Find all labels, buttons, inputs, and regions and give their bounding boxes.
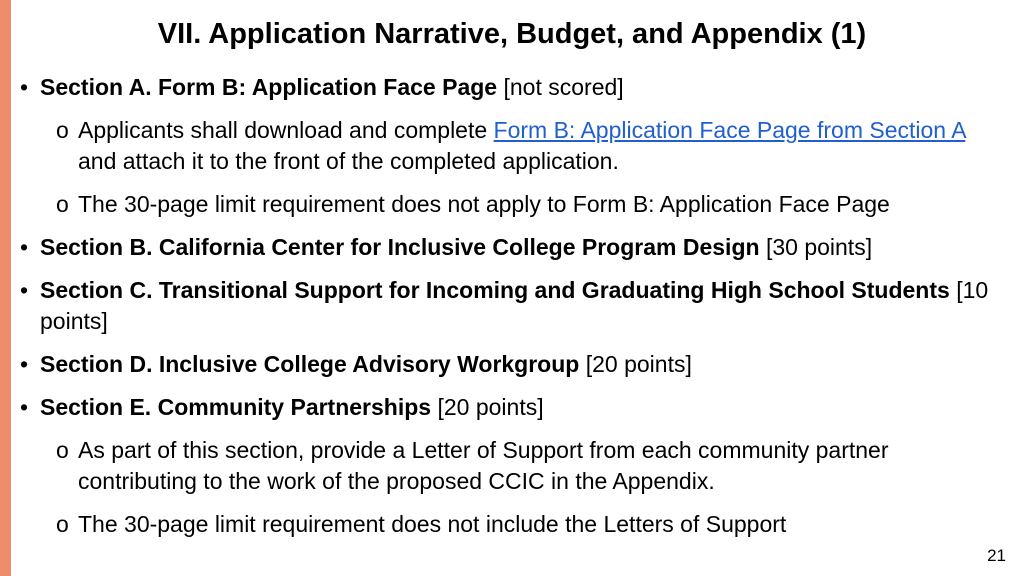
bullet-icon: • <box>20 234 29 260</box>
letter-of-support-text: As part of this section, provide a Letter of Support from each community partner contributing to the work of the proposed CCIC in the Appendix. <box>78 437 889 494</box>
section-d-heading: Section D. Inclusive College Advisory Workgroup <box>40 351 580 377</box>
sub-bullet-icon: o <box>56 437 69 463</box>
section-b-heading: Section B. California Center for Inclusive College Program Design <box>40 234 760 260</box>
bullet-section-c <box>20 275 1010 337</box>
sub-bullet-icon: o <box>56 117 69 143</box>
left-accent-bar <box>0 0 11 576</box>
bullet-section-d <box>20 349 1010 380</box>
section-a-heading: Section A. Form B: Application Face Page <box>40 74 498 100</box>
sub-bullet-icon: o <box>56 511 69 537</box>
slide-content <box>20 72 1010 552</box>
section-a-score: [not scored] <box>497 74 624 100</box>
section-d-score: [20 points] <box>579 351 692 377</box>
slide-title: VII. Application Narrative, Budget, and Appendix (1) <box>157 18 867 50</box>
sub-bullet-page-limit-form-b <box>56 189 1010 220</box>
bullet-icon: • <box>20 74 29 100</box>
sub-bullet-icon: o <box>56 191 69 217</box>
bullet-icon: • <box>20 351 29 377</box>
bullet-section-b <box>20 232 1010 263</box>
page-number: 21 <box>987 546 1006 565</box>
page-limit-form-b-text: The 30-page limit requirement does not apply to Form B: Application Face Page <box>78 191 890 217</box>
section-e-heading: Section E. Community Partnerships <box>40 394 432 420</box>
section-b-score: [30 points] <box>759 234 873 260</box>
section-c-score: [10 points] <box>40 277 989 334</box>
bullet-section-a <box>20 72 1010 103</box>
section-e-score: [20 points] <box>431 394 544 420</box>
sub-bullet-letter-of-support <box>56 435 1010 497</box>
page-limit-letters-text: The 30-page limit requirement does not include the Letters of Support <box>78 511 787 537</box>
download-text-post: and attach it to the front of the completed application. <box>78 148 619 174</box>
sub-bullet-page-limit-letters <box>56 509 1010 540</box>
sub-bullet-download-form <box>56 115 1010 177</box>
download-text-pre: Applicants shall download and complete <box>78 117 494 143</box>
section-c-heading: Section C. Transitional Support for Incoming and Graduating High School Students <box>40 277 950 303</box>
form-b-link[interactable]: Form B: Application Face Page from Section A <box>493 117 966 143</box>
bullet-icon: • <box>20 394 29 420</box>
bullet-section-e <box>20 392 1010 423</box>
bullet-icon: • <box>20 277 29 303</box>
